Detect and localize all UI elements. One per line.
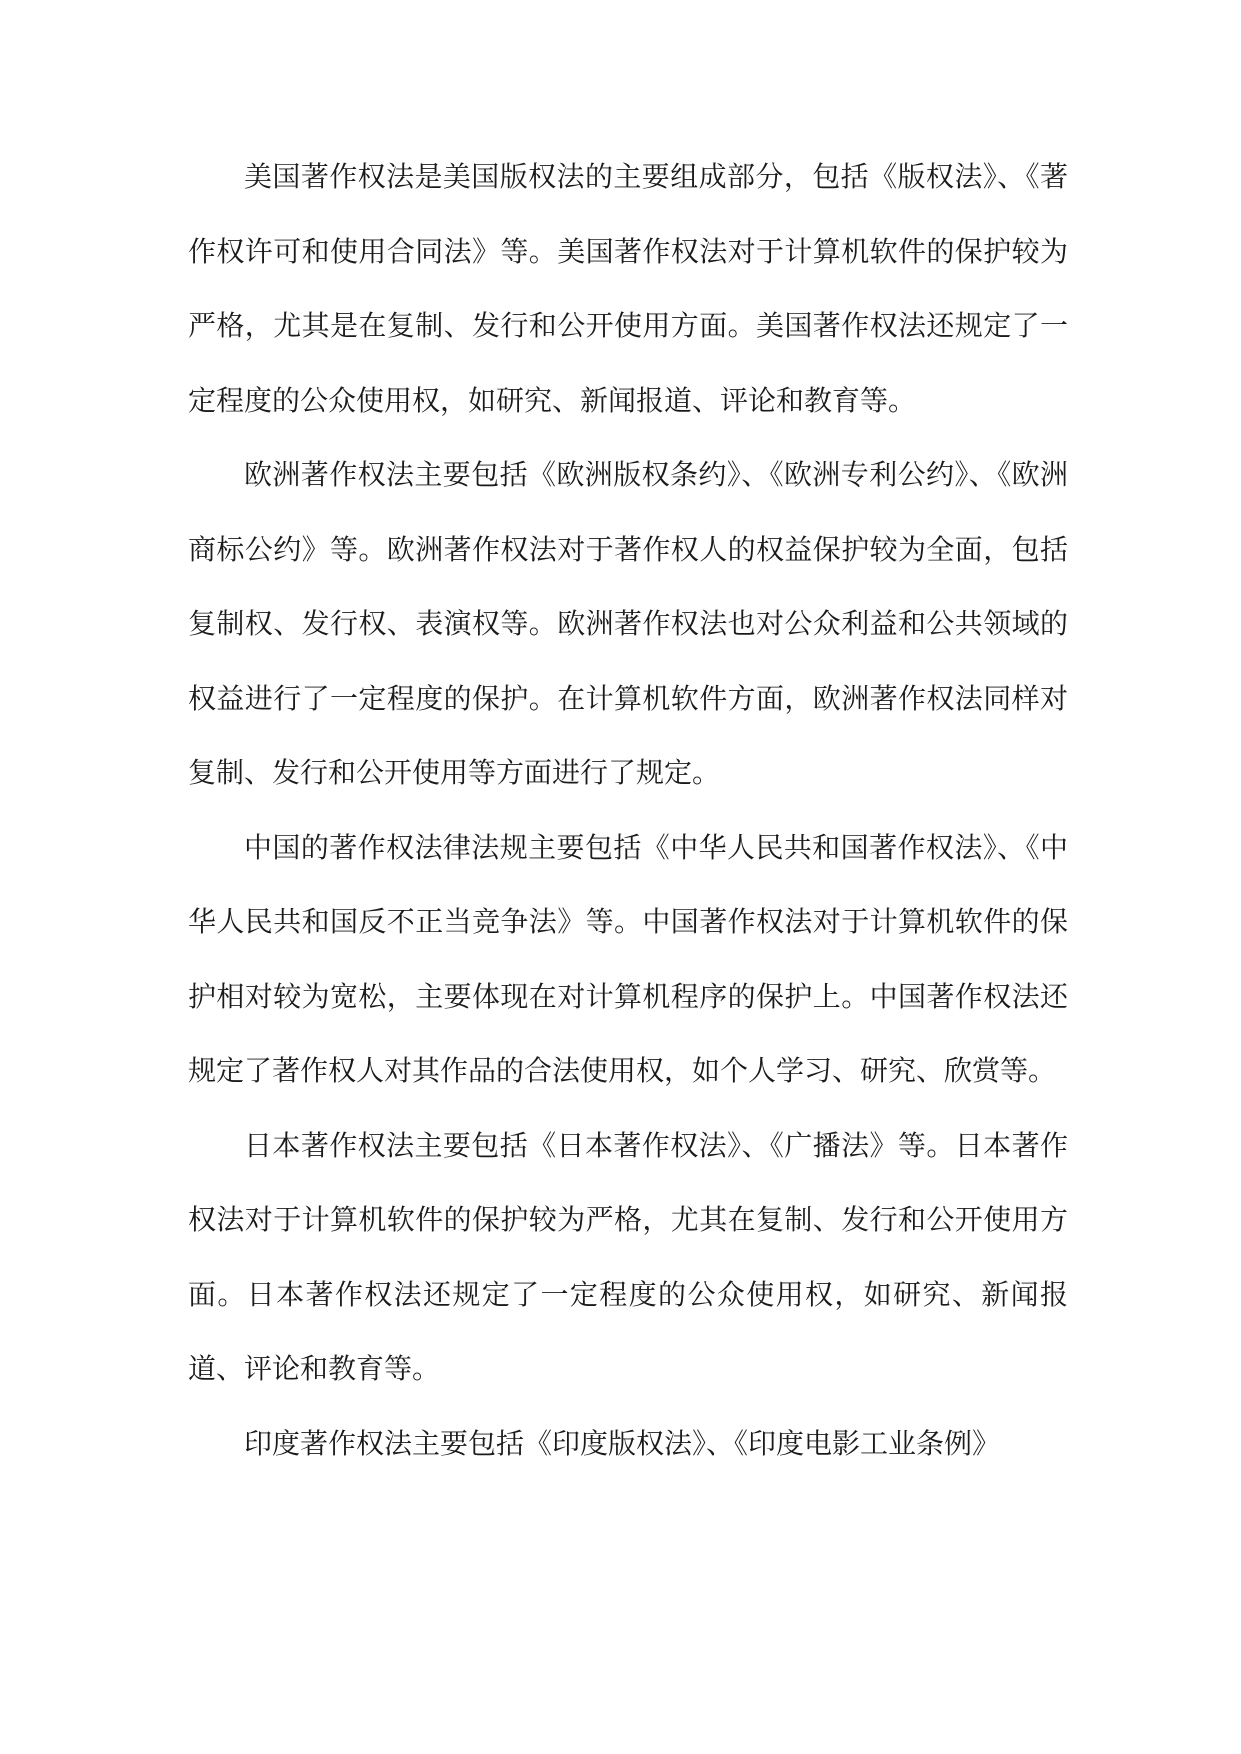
document-body xyxy=(188,140,1068,1481)
paragraph-eu-copyright: 欧洲著作权法主要包括《欧洲版权条约》、《欧洲专利公约》、《欧洲商标公约》等。欧洲著作权法对于著作权人的权益保护较为全面，包括复制权、发行权、表演权等。欧洲著作权法也对公众利益和公共领域的权益进行了一定程度的保护。在计算机软件方面，欧洲著作权法同样对复制、发行和公开使用等方面进行了规定。 xyxy=(188,458,1068,789)
paragraph-china-copyright: 中国的著作权法律法规主要包括《中华人民共和国著作权法》、《中华人民共和国反不正当竞争法》等。中国著作权法对于计算机软件的保护相对较为宽松，主要体现在对计算机程序的保护上。中国著作权法还规定了著作权人对其作品的合法使用权，如个人学习、研究、欣赏等。 xyxy=(188,830,1068,1087)
paragraph-japan-copyright: 日本著作权法主要包括《日本著作权法》、《广播法》等。日本著作权法对于计算机软件的保护较为严格，尤其在复制、发行和公开使用方面。日本著作权法还规定了一定程度的公众使用权，如研究、新闻报道、评论和教育等。 xyxy=(188,1128,1068,1385)
paragraph-us-copyright: 美国著作权法是美国版权法的主要组成部分，包括《版权法》、《著作权许可和使用合同法》等。美国著作权法对于计算机软件的保护较为严格，尤其是在复制、发行和公开使用方面。美国著作权法还规定了一定程度的公众使用权，如研究、新闻报道、评论和教育等。 xyxy=(188,160,1068,417)
paragraph-india-copyright: 印度著作权法主要包括《印度版权法》、《印度电影工业条例》 xyxy=(244,1426,1001,1460)
